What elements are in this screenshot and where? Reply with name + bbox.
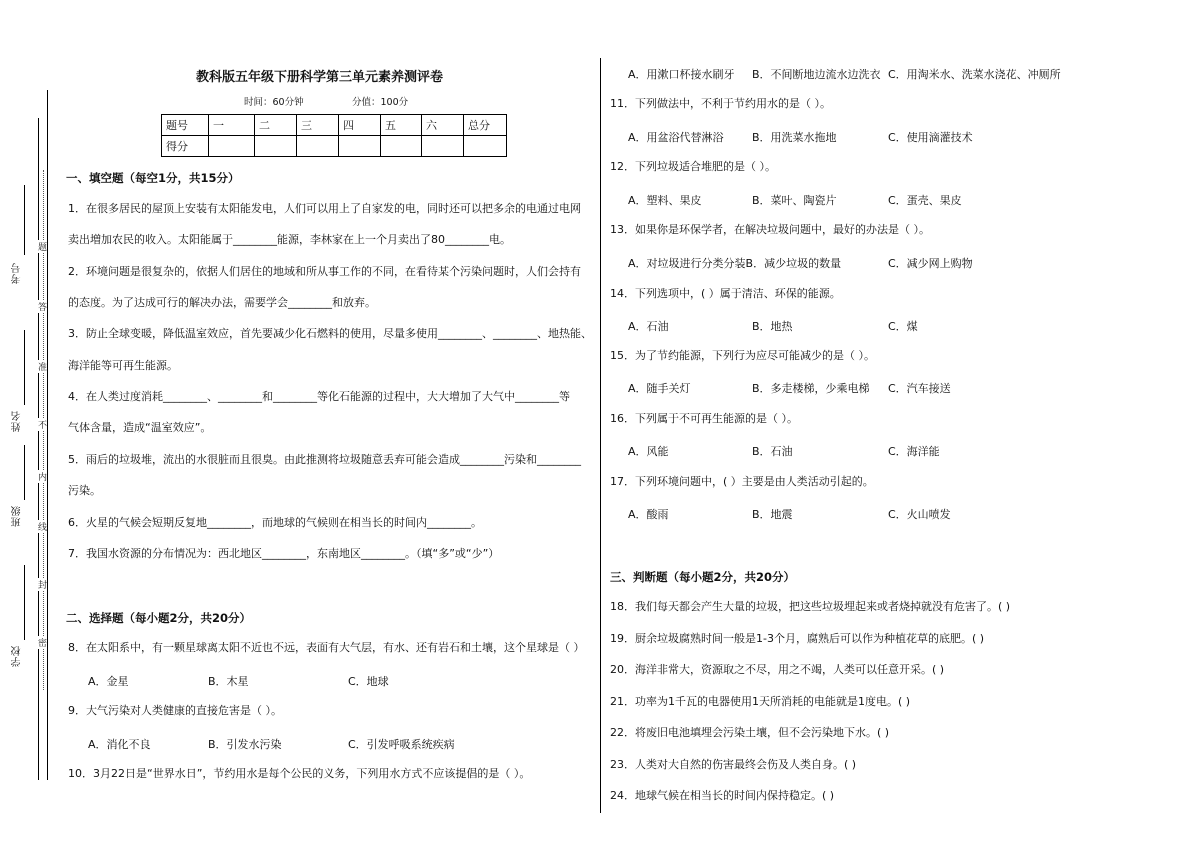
seal-char: 不: [38, 418, 47, 431]
score-cell-header: 六: [422, 115, 464, 136]
score-cell-header: 四: [339, 115, 381, 136]
option-a: A．酸雨: [628, 508, 669, 521]
score-cell-header: 二: [255, 115, 297, 136]
score-row-label: 得分: [162, 136, 209, 157]
score-cell-header: 一: [209, 115, 255, 136]
binding-label-class: 班级: [12, 505, 23, 527]
score-cell-header: 五: [381, 115, 422, 136]
class-blank: [24, 445, 25, 500]
question-line: 6．火星的气候会短期反复地________，而地球的气候则在相当长的时间内________。: [68, 516, 482, 529]
question-line: 12．下列垃圾适合堆肥的是（ ）。: [610, 160, 776, 173]
name-blank: [24, 330, 25, 405]
score-cell[interactable]: [422, 136, 464, 157]
binding-line-outer: [38, 118, 39, 780]
question-line: 2．环境问题是很复杂的，依据人们居住的地域和所从事工作的不同，在看待某个污染问题时，人们会持有: [68, 265, 581, 278]
option-c: C．海洋能: [888, 445, 940, 458]
exam-no-blank: [24, 185, 25, 255]
option-a: A．石油: [628, 320, 669, 333]
judge-item: 23．人类对大自然的伤害最终会伤及人类自身。( ): [610, 758, 857, 771]
score-cell-header: 总分: [464, 115, 507, 136]
section1-heading: 一、填空题（每空1分，共15分）: [66, 171, 240, 185]
question-line: 气体含量，造成“温室效应”。: [68, 421, 212, 434]
question-line: 4．在人类过度消耗________、________和________等化石能源的过程中，大大增加了大气中________等: [68, 390, 570, 403]
judge-item: 20．海洋非常大，资源取之不尽，用之不竭，人类可以任意开采。( ): [610, 663, 945, 676]
option-b: B．地热: [752, 320, 793, 333]
score-table-score-row: [162, 136, 507, 157]
binding-label-school: 学校: [12, 645, 23, 667]
question-line: 14．下列选项中，( ）属于清洁、环保的能源。: [610, 287, 841, 300]
exam-score-total: 分值：100分: [352, 97, 409, 108]
exam-time: 时间：60分钟: [244, 97, 304, 108]
question-line: 卖出増加农民的收入。太阳能属于________能源，李林家在上一个月卖出了80________电。: [68, 233, 511, 246]
judge-item: 24．地球气候在相当长的时间内保持稳定。( ): [610, 789, 835, 802]
option-c: C．用淘米水、洗菜水浇花、冲厕所: [888, 68, 1061, 81]
option-a: A．用漱口杯接水刷牙: [628, 68, 735, 81]
question-line: 10．3月22日是“世界水日”，节约用水是每个公民的义务，下列用水方式不应该提倡的是（ ）。: [68, 767, 531, 780]
question-line: 1．在很多居民的屋顶上安装有太阳能发电，人们可以用上了自家发的电，同时还可以把多余的电通过电网: [68, 202, 581, 215]
option-b: B．地震: [752, 508, 793, 521]
option-b: B．石油: [752, 445, 793, 458]
question-line: 的态度。为了达成可行的解决办法，需要学会________和放弃。: [68, 296, 376, 309]
binding-label-name: 姓名: [12, 410, 23, 432]
score-table: [161, 114, 507, 157]
question-line: 9．大气污染对人类健康的直接危害是（ ）。: [68, 704, 282, 717]
score-cell[interactable]: [209, 136, 255, 157]
seal-char: 准: [38, 360, 47, 373]
school-blank: [24, 565, 25, 640]
option-a: A．金星: [88, 675, 129, 688]
seal-char: 答: [38, 300, 47, 313]
option-a: A．用盆浴代替淋浴: [628, 131, 724, 144]
option-c: C．蛋壳、果皮: [888, 194, 962, 207]
option-c: C．火山喷发: [888, 508, 951, 521]
option-c: C．减少网上购物: [888, 257, 973, 270]
option-b: B．菜叶、陶瓷片: [752, 194, 837, 207]
question-line: 7．我国水资源的分布情况为：西北地区________，东南地区________。（填“多”或“少”）: [68, 547, 500, 560]
option-c: C．汽车接送: [888, 382, 951, 395]
score-cell[interactable]: [381, 136, 422, 157]
judge-item: 18．我们每天都会产生大量的垃圾，把这些垃圾埋起来或者烧掉就没有危害了。( ): [610, 600, 1011, 613]
seal-char: 密: [38, 636, 47, 649]
judge-item: 19．厨余垃圾腐熟时间一般是1-3个月，腐熟后可以作为种植花草的底肥。( ): [610, 632, 985, 645]
question-line: 15．为了节约能源，下列行为应尽可能减少的是（ ）。: [610, 349, 875, 362]
score-cell-header: 三: [297, 115, 339, 136]
section3-heading: 三、判断题（每小题2分，共20分）: [610, 570, 796, 584]
score-cell-header: 题号: [162, 115, 209, 136]
option-b: B．木星: [208, 675, 249, 688]
option-c: C．引发呼吸系统疾病: [348, 738, 455, 751]
question-line: 污染。: [68, 484, 101, 497]
judge-item: 22．将废旧电池填埋会污染土壤，但不会污染地下水。( ): [610, 726, 890, 739]
option-a: A．对垃圾进行分类分装B．减少垃圾的数量: [628, 257, 842, 270]
seal-char: 题: [38, 240, 47, 253]
question-line: 16．下列属于不可再生能源的是（ ）。: [610, 412, 798, 425]
exam-title: 教科版五年级下册科学第三单元素养测评卷: [196, 70, 444, 85]
seal-char: 内: [38, 470, 47, 483]
question-line: 13．如果你是环保学者，在解决垃圾问题中，最好的办法是（ ）。: [610, 223, 930, 236]
question-line: 海洋能等可再生能源。: [68, 359, 178, 372]
score-cell[interactable]: [297, 136, 339, 157]
option-a: A．风能: [628, 445, 669, 458]
seal-char: 封: [38, 578, 47, 591]
binding-line-inner: [47, 90, 48, 780]
option-a: A．消化不良: [88, 738, 151, 751]
option-b: B．多走楼梯，少乘电梯: [752, 382, 870, 395]
option-a: A．塑料、果皮: [628, 194, 702, 207]
question-line: 17．下列环境问题中，( ）主要是由人类活动引起的。: [610, 475, 874, 488]
option-b: B．用洗菜水拖地: [752, 131, 837, 144]
option-c: C．使用滴灌技术: [888, 131, 973, 144]
score-table-header-row: [162, 115, 507, 136]
option-b: B．不间断地边流水边洗衣: [752, 68, 881, 81]
question-line: 3．防止全球变暖，降低温室效应，首先要减少化石燃料的使用，尽量多使用________、________、地热能、: [68, 327, 592, 340]
binding-label-exam-no: 考号: [12, 262, 23, 284]
question-line: 5．雨后的垃圾堆，流出的水很脏而且很臭。由此推测将垃圾随意丢弃可能会造成________污染和________: [68, 453, 581, 466]
section2-heading: 二、选择题（每小题2分，共20分）: [66, 611, 252, 625]
column-divider: [600, 58, 601, 813]
judge-item: 21．功率为1千瓦的电器使用1天所消耗的电能就是1度电。( ): [610, 695, 911, 708]
seal-char: 线: [38, 520, 47, 533]
score-cell[interactable]: [339, 136, 381, 157]
option-a: A．随手关灯: [628, 382, 691, 395]
option-c: C．地球: [348, 675, 389, 688]
score-cell[interactable]: [255, 136, 297, 157]
question-line: 11．下列做法中，不利于节约用水的是（ ）。: [610, 97, 831, 110]
option-b: B．引发水污染: [208, 738, 282, 751]
score-cell[interactable]: [464, 136, 507, 157]
option-c: C．煤: [888, 320, 918, 333]
question-line: 8．在太阳系中，有一颗星球离太阳不近也不远，表面有大气层，有水、还有岩石和土壤，这个星球是（ ）: [68, 641, 585, 654]
